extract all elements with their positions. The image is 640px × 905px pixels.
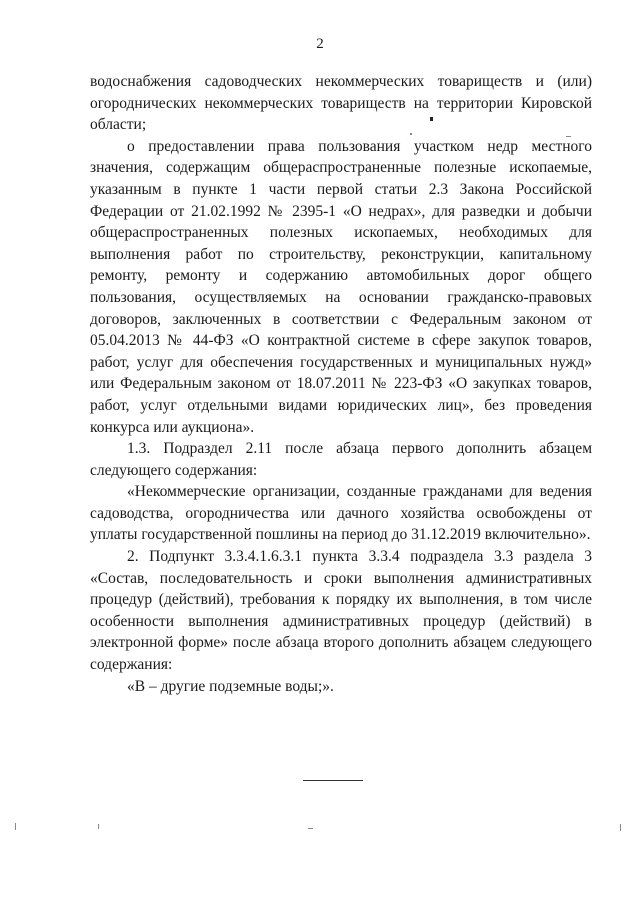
document-body [90,71,592,697]
paragraph-item-1-3: 1.3. Подраздел 2.11 после абзаца первого дополнить абзацем следующего содержания: [90,440,592,479]
scan-speck [430,117,433,121]
paragraph-groundwater: «В – другие подземные воды;». [127,677,334,695]
paragraph-subsoil-right: о предоставлении права пользования участком недр местного значения, содержащим общераспространенные полезные ископаемые, указанным в пункте 1 части первой статьи 2.3 Закона Российской Федерации от 21.02.1992 № 2395-1 «О недрах», для разведки и добычи общераспространенных полезных ископаемых, необходимых для выполнения работ по строительству, реконструкции, капитальному ремонту, ремонту и содержанию автомобильных дорог общего пользования, осуществляемых на основании гражданско-правовых договоров, заключенных в соответствии с Федеральным законом от 05.04.2013 № 44-ФЗ «О контрактной системе в сфере закупок товаров, работ, услуг для обеспечения государственных и муниципальных нужд» или Федеральным законом от 18.07.2011 № 223-ФЗ «О закупках товаров, работ, услуг отдельными видами юридических лиц», без проведения конкурса или аукциона». [90,137,592,436]
scan-speck [620,824,621,831]
scan-speck [566,136,571,137]
end-separator-line [303,780,363,781]
paragraph-continuation: водоснабжения садоводческих некоммерческих товариществ и (или) огороднических некоммерческих товариществ на территории Кировской области; [90,73,592,134]
scan-speck [98,824,99,829]
scan-speck [308,828,313,829]
page-number: 2 [316,36,324,52]
scan-speck [15,823,16,830]
paragraph-item-2: 2. Подпункт 3.3.4.1.6.3.1 пункта 3.3.4 подраздела 3.3 раздела 3 «Состав, последовательность и сроки выполнения административных процедур (действий), требования к порядку их выполнения, в том числе особенности выполнения административных процедур (действий) в электронной форме» после абзаца второго дополнить абзацем следующего содержания: [90,548,592,674]
paragraph-nonprofit-exemption: «Некоммерческие организации, созданные гражданами для ведения садоводства, огородничества или дачного хозяйства освобождены от уплаты государственной пошлины на период до 31.12.2019 включительно». [90,483,592,544]
scan-speck [410,133,412,135]
